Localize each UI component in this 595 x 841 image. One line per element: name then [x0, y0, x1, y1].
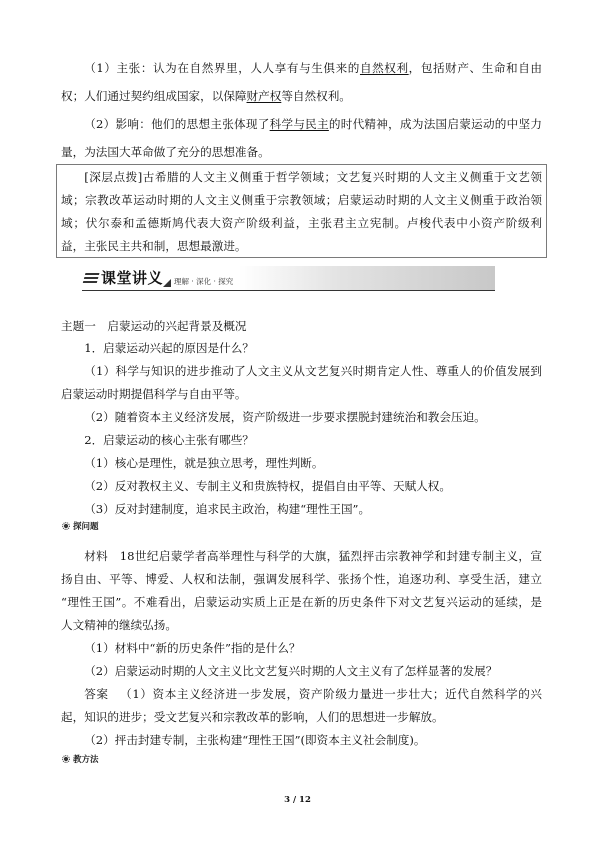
text-segment: 古希腊的人文主义侧重于哲学领域；文艺复兴时期的人文主义侧重于文艺领 — [142, 170, 542, 184]
answer-line-1 — [61, 685, 542, 703]
inquiry-question-1: （1）材料中“新的历史条件”指的是什么？ — [84, 641, 301, 655]
influence-line-1 — [61, 115, 542, 133]
underlined-term-property-rights: 财产权 — [246, 89, 282, 103]
flower-bullet-icon — [62, 522, 70, 530]
inquiry-question-2: （2）启蒙运动时期的人文主义比文艺复兴时期的人文主义有了怎样显著的发展？ — [84, 664, 498, 678]
inquiry-label-text: 探问题 — [73, 522, 99, 532]
text-segment: 的时代精神，成为法国启蒙运动的中坚力 — [328, 117, 542, 131]
question-1-title: 1．启蒙运动兴起的原因是什么？ — [84, 341, 254, 355]
flower-bullet-icon — [62, 755, 70, 763]
influence-line-2: 量，为法国大革命做了充分的思想准备。 — [61, 145, 270, 159]
banner-triangle-icon — [163, 279, 171, 287]
note-line-4: 益，主张民主共和制，思想最激进。 — [61, 239, 247, 253]
note-label: [深层点拨] — [84, 170, 143, 184]
topic-heading: 主题一 启蒙运动的兴起背景及概况 — [61, 319, 247, 333]
text-segment: 权；人们通过契约组成国家，以保障 — [61, 89, 247, 103]
section-banner — [82, 266, 495, 291]
answer-line-2: 起，知识的进步；受文艺复兴和宗教改革的影响，人们的思想进一步解放。 — [61, 710, 444, 724]
question-1-line: （1）科学与知识的进步推动了人文主义从文艺复兴时期肯定人性、尊重人的价值发展到 — [84, 364, 542, 378]
banner-title: 课堂讲义 — [101, 269, 164, 287]
method-label-text: 教方法 — [73, 755, 99, 765]
inquiry-label — [62, 521, 99, 533]
text-segment: （1）资本主义经济进一步发展，资产阶级力量进一步壮大；近代自然科学的兴 — [120, 687, 542, 701]
note-line-3: 域；伏尔泰和孟德斯鸠代表大资产阶级利益，主张君主立宪制。卢梭代表中小资产阶级利 — [61, 216, 542, 230]
claim-line-2 — [61, 87, 542, 105]
question-2-line: （1）核心是理性，就是独立思考，理性判断。 — [84, 456, 324, 470]
text-segment: （2）影响：他们的思想主张体现了 — [84, 117, 270, 131]
question-2-title: 2．启蒙运动的核心主张有哪些？ — [84, 433, 254, 447]
text-segment: ，包括财产、生命和自由 — [408, 61, 542, 75]
text-segment: 等自然权利。 — [281, 89, 351, 103]
banner-subtitle: 理解 · 深化 · 探究 — [174, 277, 234, 286]
method-label — [62, 754, 99, 766]
material-label: 材料 — [84, 549, 109, 563]
note-line-1 — [61, 168, 542, 186]
material-line-2: 扬自由、平等、博爱、人权和法制，强调发展科学、张扬个性，追逐功利、享受生活，建立 — [61, 572, 542, 586]
claim-line-1 — [61, 59, 542, 77]
page-number: 3 / 12 — [284, 795, 311, 805]
answer-line-3: （2）抨击封建专制，主张构建“理性王国”(即资本主义社会制度)。 — [84, 733, 426, 747]
question-2-line: （3）反对封建制度，追求民主政治，构建“理性王国”。 — [84, 502, 371, 516]
note-line-2: 域；宗教改革运动时期的人文主义侧重于宗教领域；启蒙运动时期的人文主义侧重于政治领 — [61, 193, 542, 207]
answer-label: 答案 — [84, 687, 109, 701]
material-line-4: 人文精神的继续弘扬。 — [61, 618, 177, 632]
material-line-3: “理性王国”。不难看出，启蒙运动实质上正是在新的历史条件下对文艺复兴运动的延续，是 — [61, 595, 542, 609]
question-1-line: 启蒙运动时期提倡科学与自由平等。 — [61, 387, 247, 401]
underlined-term-science-democracy: 科学与民主 — [269, 117, 329, 131]
underlined-term-natural-rights: 自然权利 — [359, 61, 409, 75]
banner-stripe-icon — [83, 273, 100, 284]
question-1-line: （2）随着资本主义经济发展，资产阶级进一步要求摆脱封建统治和教会压迫。 — [84, 410, 486, 424]
text-segment: （1）主张：认为在自然界里，人人享有与生俱来的 — [84, 61, 360, 75]
text-segment: 18世纪启蒙学者高举理性与科学的大旗，猛烈抨击宗教神学和封建专制主义，宣 — [119, 549, 542, 563]
question-2-line: （2）反对教权主义、专制主义和贵族特权，提倡自由平等、天赋人权。 — [84, 479, 451, 493]
material-line-1 — [61, 547, 542, 565]
